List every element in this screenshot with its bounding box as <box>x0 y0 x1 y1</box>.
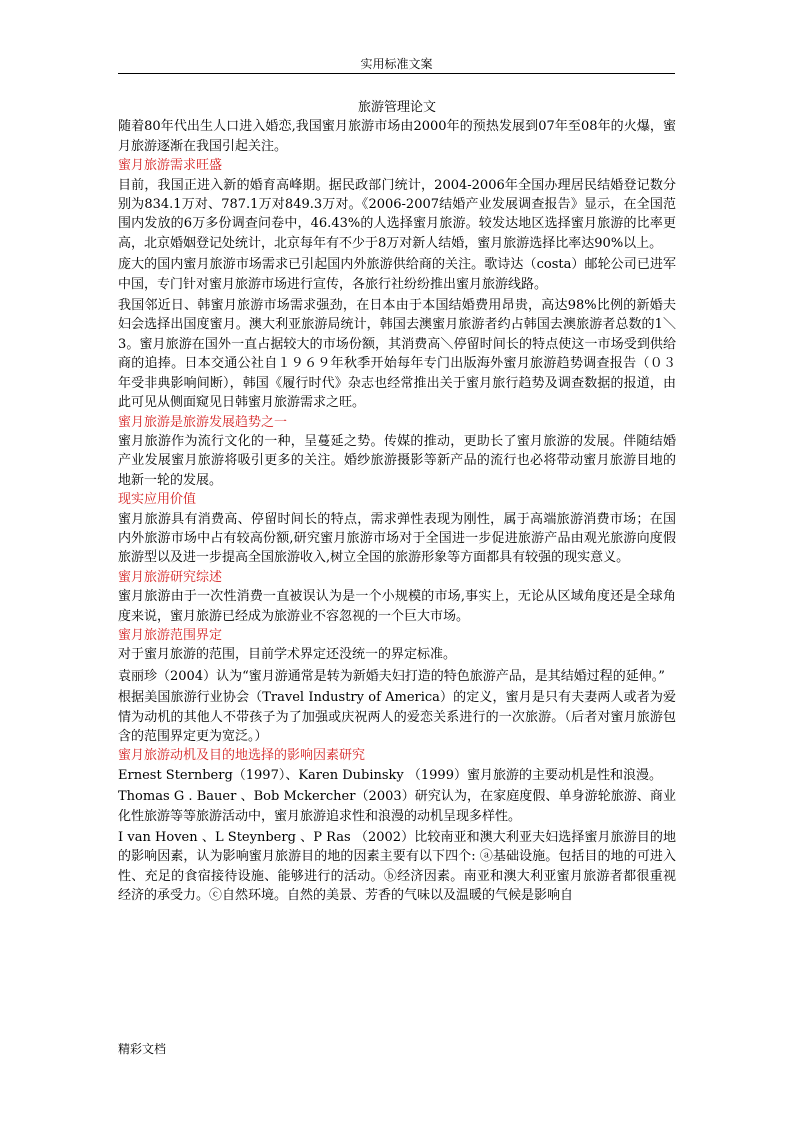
paragraph: 目前，我国正进入新的婚育高峰期。据民政部门统计，2004-2006年全国办理居民结婚登记数分别为834.1万对、787.1万对849.3万对。《2006-2007结婚产业发展调查报告》显示，在全国范围内发放的6万多份调查问卷中，46.43%的人选择蜜月旅游。较发达地区选择蜜月旅游的比率更高，北京婚姻登记处统计，北京每年有不少于8万对新人结婚，蜜月旅游选择比率达90%以上。 <box>118 177 676 251</box>
section-heading: 蜜月旅游研究综述 <box>118 569 223 585</box>
document-body <box>118 98 676 906</box>
document-title: 旅游管理论文 <box>357 100 436 115</box>
section-heading: 蜜月旅游动机及目的地选择的影响因素研究 <box>118 748 366 764</box>
paragraph: Ernest Sternberg（1997）、Karen Dubinsky （1999）蜜月旅游的主要动机是性和浪漫。 <box>118 767 662 783</box>
paragraph: 对于蜜月旅游的范围，目前学术界定还没统一的界定标准。 <box>118 647 457 663</box>
paragraph: 随着80年代出生人口进入婚恋,我国蜜月旅游市场由2000年的预热发展到07年至08年的火爆，蜜月旅游逐渐在我国引起关注。 <box>118 119 676 154</box>
paragraph: 蜜月旅游具有消费高、停留时间长的特点，需求弹性表现为刚性，属于高端旅游消费市场；在国内外旅游市场中占有较高份额,研究蜜月旅游市场对于全国进一步促进旅游产品由观光旅游向度假旅游型以及进一步提高全国旅游收入,树立全国的旅游形象等方面都具有较强的现实意义。 <box>118 511 676 566</box>
paragraph: 袁丽珍（2004）认为“蜜月游通常是转为新婚夫妇打造的特色旅游产品，是其结婚过程的延伸。” <box>118 668 665 684</box>
section-heading: 蜜月旅游需求旺盛 <box>118 158 223 174</box>
paragraph: Thomas G . Bauer 、Bob Mckercher（2003）研究认为，在家庭度假、单身游轮旅游、商业化性旅游等等旅游活动中，蜜月旅游追求性和浪漫的动机呈现多样性。 <box>118 789 676 824</box>
section-heading: 蜜月旅游是旅游发展趋势之一 <box>118 414 288 430</box>
paragraph: 根据美国旅游行业协会（Travel Industry of America）的定义，蜜月是只有夫妻两人或者为爱情为动机的其他人不带孩子为了加强或庆祝两人的爱恋关系进行的一次旅游。（后者对蜜月旅游包含的范围界定更为宽泛。） <box>118 690 676 744</box>
section-heading: 蜜月旅游范围界定 <box>118 627 223 643</box>
section-heading: 现实应用价值 <box>118 492 197 508</box>
paragraph: 我国邻近日、韩蜜月旅游市场需求强劲，在日本由于本国结婚费用昂贵，高达98%比例的新婚夫妇会选择出国度蜜月。澳大利亚旅游局统计，韩国去澳蜜月旅游者约占韩国去澳旅游者总数的1＼3。蜜月旅游在国外一直占据较大的市场份额，其消费高＼停留时间长的特点使这一市场受到供给商的追捧。日本交通公社自１９６９年秋季开始每年专门出版海外蜜月旅游趋势调查报告（０３年受非典影响间断），韩国《履行时代》杂志也经常推出关于蜜月旅行趋势及调查数据的报道，由此可见从侧面窥见日韩蜜月旅游需求之旺。 <box>118 298 676 411</box>
paragraph: I van Hoven 、L Steynberg 、P Ras （2002）比较南亚和澳大利亚夫妇选择蜜月旅游目的地的影响因素，认为影响蜜月旅游目的地的因素主要有以下四个: ⓐ基础设施。包括目的地的可进入性、充足的食宿接待设施、能够进行的活动。ⓑ经济因素。南亚和澳大利亚蜜月旅游者都很重视经济的承受力。ⓒ自然环境。自然的美景、芳香的气味以及温暖的气候是影响自 <box>118 830 676 904</box>
page-header: 实用标准文案 <box>360 57 433 71</box>
paragraph: 蜜月旅游由于一次性消费一直被误认为是一个小规模的市场,事实上，无论从区域角度还是全球角度来说，蜜月旅游已经成为旅游业不容忽视的一个巨大市场。 <box>118 589 676 624</box>
document-blocks <box>118 117 676 905</box>
page-footer: 精彩文档 <box>118 1042 167 1056</box>
header-divider <box>118 73 675 74</box>
paragraph: 蜜月旅游作为流行文化的一种，呈蔓延之势。传媒的推动，更助长了蜜月旅游的发展。伴随结婚产业发展蜜月旅游将吸引更多的关注。婚纱旅游摄影等新产品的流行也必将带动蜜月旅游目地的地新一轮的发展。 <box>118 433 676 488</box>
paragraph: 庞大的国内蜜月旅游市场需求已引起国内外旅游供给商的关注。歌诗达（costa）邮轮公司已进军中国，专门针对蜜月旅游市场进行宣传，各旅行社纷纷推出蜜月旅游线路。 <box>118 257 676 292</box>
